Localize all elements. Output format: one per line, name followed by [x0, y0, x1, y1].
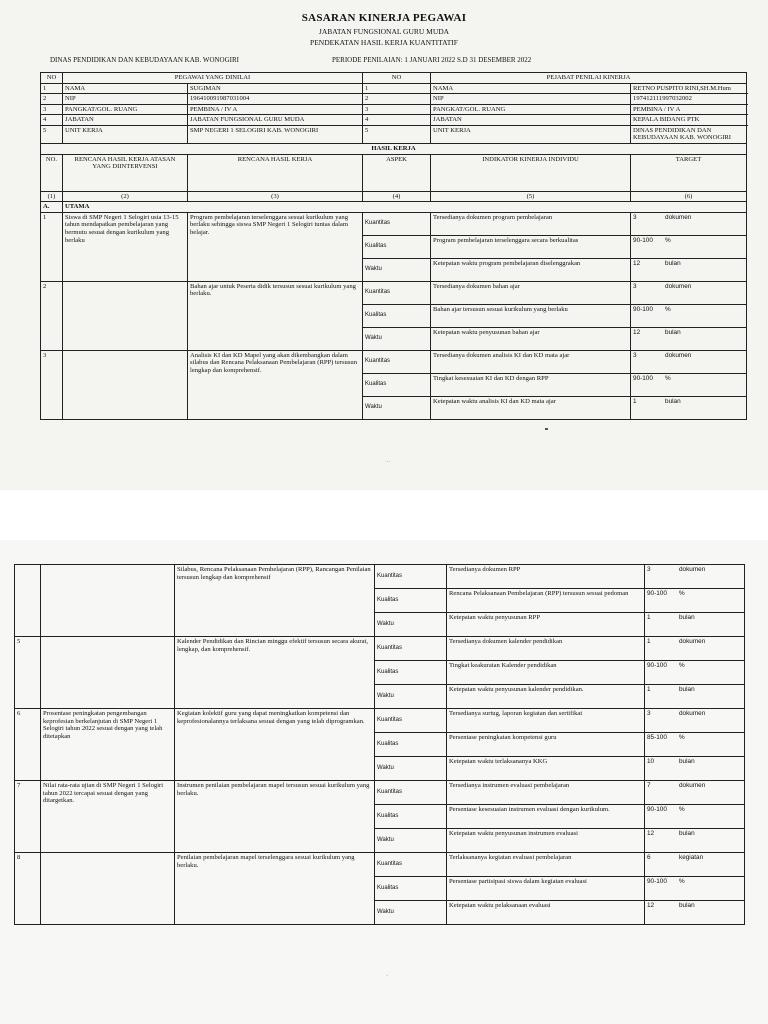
indicator-cell: Tersedianya surtug, laporan kegiatan dan sertifikat	[447, 709, 645, 733]
target-unit: dokumen	[665, 282, 692, 290]
target-unit: bulan	[665, 397, 681, 405]
indicator-cell: Terlaksananya kegiatan evaluasi pembelajaran	[447, 853, 645, 877]
item-number: 3	[41, 350, 63, 419]
aspect-cell: Kuantitas	[363, 281, 431, 304]
target-row	[41, 281, 747, 304]
indicator-cell: Tersedianya dokumen analisis KI dan KD mata ajar	[431, 350, 631, 373]
aspect-cell: Kualitas	[375, 589, 447, 613]
col-header-rencana: RENCANA HASIL KERJA	[188, 154, 363, 191]
indicator-cell: Program pembelajaran terselenggara secara berkualitas	[431, 235, 631, 258]
identity-no-header: NO	[363, 73, 431, 84]
target-value: 90-100	[647, 878, 667, 885]
indicator-cell: Ketepatan waktu penyusunan instrumen evaluasi	[447, 829, 645, 853]
target-value: 90-100	[633, 236, 653, 244]
indicator-cell: Tersedianya dokumen kalender pendidikan	[447, 637, 645, 661]
column-index: (4)	[363, 191, 431, 202]
target-cell	[631, 350, 747, 373]
target-value: 90-100	[647, 806, 667, 813]
col-header-target: TARGET	[631, 154, 747, 191]
target-cell	[645, 637, 745, 661]
column-index: (5)	[431, 191, 631, 202]
identity-value: 197412111997032002	[631, 94, 747, 105]
item-work-plan: Analisis KI dan KD Mapel yang akan dikembangkan dalam silabus dan Rencana Pelaksanaan Pembelajaran (RPP) tersusun lengkap dan komprehensif.	[188, 350, 363, 419]
target-cell	[631, 396, 747, 419]
scan-page-2	[0, 540, 768, 1024]
target-cell	[631, 327, 747, 350]
indicator-cell: Ketepatan waktu penyusunan bahan ajar	[431, 327, 631, 350]
target-value: 12	[647, 902, 655, 909]
indicator-cell: Ketepatan waktu program pembelajaran diselenggrakan	[431, 258, 631, 281]
target-value: 90-100	[647, 590, 667, 597]
target-unit: bulan	[679, 902, 695, 909]
identity-value: RETNO PUSPITO RINI,SH.M.Hum	[631, 83, 747, 94]
aspect-cell: Kuantitas	[375, 781, 447, 805]
appraiser-header: PEJABAT PENILAI KINERJA	[431, 73, 747, 84]
aspect-cell: Waktu	[375, 757, 447, 781]
indicator-cell: Ketepatan waktu terlaksananya KKG	[447, 757, 645, 781]
item-atasan-plan	[63, 281, 188, 350]
target-cell	[631, 235, 747, 258]
hasil-kerja-title: HASIL KERJA	[41, 144, 747, 155]
aspect-cell: Kuantitas	[363, 350, 431, 373]
scan-speck	[545, 428, 548, 430]
target-unit: kegiatan	[679, 854, 704, 861]
item-atasan-plan	[41, 637, 175, 709]
col-header-no: NO.	[41, 154, 63, 191]
item-number: 8	[15, 853, 41, 925]
item-number: 7	[15, 781, 41, 853]
identity-no-header: NO	[41, 73, 63, 84]
identity-value: DINAS PENDIDIKAN DAN KEBUDAYAAN KAB. WONOGIRI	[631, 125, 747, 143]
target-cell	[645, 781, 745, 805]
target-cell	[631, 281, 747, 304]
scan-artifact: ·	[386, 972, 389, 980]
item-work-plan: Program pembelajaran terselenggara sesuai kurikulum yang berlaku sehingga siswa SMP Negeri 1 Selogiri tuntas dalam belajar.	[188, 212, 363, 281]
target-value: 3	[647, 566, 651, 573]
indicator-cell: Ketepatan waktu pelaksanaan evaluasi	[447, 901, 645, 925]
target-unit: bulan	[679, 686, 695, 693]
column-index: (3)	[188, 191, 363, 202]
target-row	[15, 637, 745, 661]
target-row	[41, 212, 747, 235]
identity-row	[41, 94, 747, 105]
aspect-cell: Kualitas	[363, 373, 431, 396]
identity-no: 5	[41, 125, 63, 143]
target-unit: %	[679, 734, 685, 741]
target-value: 1	[647, 614, 651, 621]
target-row	[15, 565, 745, 589]
document-subtitle-approach: PENDEKATAN HASIL KERJA KUANTITATIF	[310, 38, 458, 47]
target-row	[15, 781, 745, 805]
identity-value: PEMBINA / IV A	[188, 104, 363, 115]
page-gap	[0, 490, 768, 540]
target-cell	[645, 589, 745, 613]
agency-name: DINAS PENDIDIKAN DAN KEBUDAYAAN KAB. WONOGIRI	[50, 56, 239, 64]
identity-label: NAMA	[63, 83, 188, 94]
identity-label: JABATAN	[63, 115, 188, 126]
aspect-cell: Kualitas	[375, 877, 447, 901]
target-unit: bulan	[679, 758, 695, 765]
identity-no: 4	[41, 115, 63, 126]
identity-label: NIP	[63, 94, 188, 105]
indicator-cell: Tingkat kesesuaian KI dan KD dengan RPP	[431, 373, 631, 396]
target-value: 7	[647, 782, 651, 789]
target-cell	[645, 829, 745, 853]
target-value: 90-100	[647, 662, 667, 669]
item-work-plan: Kalender Pendidikan dan Rincian minggu efektif tersusun secara akurat, lengkap, dan komprehensif.	[175, 637, 375, 709]
indicator-cell: Ketepatan waktu penyusunan RPP	[447, 613, 645, 637]
aspect-cell: Kualitas	[375, 733, 447, 757]
target-unit: bulan	[679, 830, 695, 837]
indicator-cell: Persentase partisipasi siswa dalam kegiatan evaluasi	[447, 877, 645, 901]
aspect-cell: Kuantitas	[375, 565, 447, 589]
target-value: 6	[647, 854, 651, 861]
target-unit: %	[679, 806, 685, 813]
item-atasan-plan	[63, 350, 188, 419]
item-atasan-plan: Prosentase peningkatan pengembangan keprofesian berkelanjutan di SMP Negeri 1 Selogiri tahun 2022 sesuai dengan yang telah ditetapkan	[41, 709, 175, 781]
col-header-aspek: ASPEK	[363, 154, 431, 191]
target-unit: bulan	[679, 614, 695, 621]
target-cell	[645, 613, 745, 637]
aspect-cell: Kuantitas	[375, 853, 447, 877]
indicator-cell: Persentase kesesuaian instrumen evaluasi dengan kurikulum.	[447, 805, 645, 829]
target-cell	[631, 258, 747, 281]
scan-page-1	[0, 0, 768, 490]
aspect-cell: Waktu	[375, 613, 447, 637]
aspect-cell: Waktu	[363, 327, 431, 350]
document-title: SASARAN KINERJA PEGAWAI	[301, 12, 467, 24]
aspect-cell: Kualitas	[375, 805, 447, 829]
target-unit: dokumen	[665, 351, 692, 359]
target-unit: dokumen	[665, 213, 692, 221]
target-cell	[645, 853, 745, 877]
target-value: 1	[647, 686, 651, 693]
aspect-cell: Waktu	[363, 396, 431, 419]
aspect-cell: Waktu	[375, 685, 447, 709]
appraisee-header: PEGAWAI YANG DINILAI	[63, 73, 363, 84]
target-unit: %	[679, 590, 685, 597]
identity-label: UNIT KERJA	[431, 125, 631, 143]
item-number: 1	[41, 212, 63, 281]
target-unit: %	[665, 374, 671, 382]
aspect-cell: Waktu	[363, 258, 431, 281]
indicator-cell: Ketepatan waktu analisis KI dan KD mata ajar	[431, 396, 631, 419]
target-row	[15, 853, 745, 877]
item-atasan-plan	[41, 853, 175, 925]
aspect-cell: Kualitas	[363, 304, 431, 327]
section-name: UTAMA	[63, 202, 747, 213]
item-atasan-plan	[41, 565, 175, 637]
identity-value: JABATAN FUNGSIONAL GURU MUDA	[188, 115, 363, 126]
identity-label: JABATAN	[431, 115, 631, 126]
target-cell	[645, 901, 745, 925]
target-value: 3	[633, 282, 637, 290]
identity-value: 196410091987031004	[188, 94, 363, 105]
item-number: 6	[15, 709, 41, 781]
target-cell	[631, 304, 747, 327]
indicator-cell: Bahan ajar tersusun sesuai kurikulum yang berlaku	[431, 304, 631, 327]
identity-row	[41, 125, 747, 143]
target-cell	[631, 373, 747, 396]
performance-target-table-page-1	[40, 72, 747, 420]
column-index: (2)	[63, 191, 188, 202]
identity-no: 4	[363, 115, 431, 126]
target-unit: %	[679, 878, 685, 885]
target-unit: dokumen	[679, 566, 706, 573]
aspect-cell: Kualitas	[375, 661, 447, 685]
target-value: 90-100	[633, 374, 653, 382]
aspect-cell: Kuantitas	[375, 637, 447, 661]
target-value: 12	[633, 328, 641, 336]
target-value: 3	[633, 213, 637, 221]
target-value: 1	[647, 638, 651, 645]
target-value: 85-100	[647, 734, 667, 741]
target-cell	[645, 565, 745, 589]
identity-value: SMP NEGERI 1 SELOGIRI KAB. WONOGIRI	[188, 125, 363, 143]
target-cell	[645, 709, 745, 733]
target-cell	[645, 661, 745, 685]
identity-no: 3	[41, 104, 63, 115]
item-number: 2	[41, 281, 63, 350]
identity-no: 2	[363, 94, 431, 105]
aspect-cell: Kualitas	[363, 235, 431, 258]
target-unit: %	[665, 236, 671, 244]
document-subtitle-position: JABATAN FUNGSIONAL GURU MUDA	[318, 27, 450, 36]
identity-no: 3	[363, 104, 431, 115]
identity-no: 1	[363, 83, 431, 94]
indicator-cell: Tersedianya dokumen RPP	[447, 565, 645, 589]
identity-label: UNIT KERJA	[63, 125, 188, 143]
item-work-plan: Instrumen penilaian pembelajaran mapel tersusun sesuai kurikulum yang berlaku.	[175, 781, 375, 853]
identity-label: PANGKAT/GOL. RUANG	[431, 104, 631, 115]
indicator-cell: Ketepatan waktu penyusunan kalender pendidikan.	[447, 685, 645, 709]
target-row	[41, 350, 747, 373]
target-unit: bulan	[665, 328, 681, 336]
indicator-cell: Tingkat keakuratan Kalender pendidikan	[447, 661, 645, 685]
item-work-plan: Silabus, Rencana Pelaksanaan Pembelajaran (RPP), Rancangan Penilaian tersusun lengkap dan komprehensif	[175, 565, 375, 637]
identity-value: PEMBINA / IV A	[631, 104, 747, 115]
target-cell	[645, 733, 745, 757]
aspect-cell: Kuantitas	[363, 212, 431, 235]
identity-label: NAMA	[431, 83, 631, 94]
identity-label: NIP	[431, 94, 631, 105]
item-work-plan: Penilaian pembelajaran mapel terselenggara sesuai kurikulum yang berlaku.	[175, 853, 375, 925]
target-cell	[631, 212, 747, 235]
indicator-cell: Persentase peningkatan kompetensi guru	[447, 733, 645, 757]
identity-value: KEPALA BIDANG PTK	[631, 115, 747, 126]
aspect-cell: Kuantitas	[375, 709, 447, 733]
target-value: 12	[647, 830, 655, 837]
assessment-period: PERIODE PENILAIAN: 1 JANUARI 2022 S.D 31 DESEMBER 2022	[332, 56, 532, 64]
identity-row	[41, 115, 747, 126]
column-index: (6)	[631, 191, 747, 202]
target-unit: bulan	[665, 259, 681, 267]
target-cell	[645, 877, 745, 901]
identity-value: SUGIMAN	[188, 83, 363, 94]
target-value: 12	[633, 259, 641, 267]
column-index: (1)	[41, 191, 63, 202]
col-header-atasan: RENCANA HASIL KERJA ATASAN YANG DIINTERVENSI	[63, 154, 188, 191]
aspect-cell: Waktu	[375, 829, 447, 853]
indicator-cell: Tersedianya dokumen program pembelajaran	[431, 212, 631, 235]
identity-no: 1	[41, 83, 63, 94]
target-unit: %	[665, 305, 671, 313]
item-work-plan: Kegiatan kolektif guru yang dapat meningkatkan kompetensi dan keprofesionalannya terlaksana sesuai dengan yang telah diprogramkan.	[175, 709, 375, 781]
target-cell	[645, 757, 745, 781]
col-header-indikator: INDIKATOR KINERJA INDIVIDU	[431, 154, 631, 191]
target-unit: dokumen	[679, 638, 706, 645]
identity-label: PANGKAT/GOL. RUANG	[63, 104, 188, 115]
target-unit: dokumen	[679, 710, 706, 717]
identity-row	[41, 83, 747, 94]
identity-no: 5	[363, 125, 431, 143]
item-atasan-plan: Nilai rata-rata ujian di SMP Negeri 1 Selogiri tahun 2022 tercapai sesuai dengan yang ditargetkan.	[41, 781, 175, 853]
item-atasan-plan: Siswa di SMP Negeri 1 Selogiri usia 13-15 tahun mendapatkan pembelajaran yang bermutu sesuai dengan kurikulum yang berlaku	[63, 212, 188, 281]
scan-artifact: ··	[386, 458, 391, 466]
item-number	[15, 565, 41, 637]
target-row	[15, 709, 745, 733]
aspect-cell: Waktu	[375, 901, 447, 925]
indicator-cell: Rencana Pelaksanaan Pembelajaran (RPP) tersusun sesuai pedoman	[447, 589, 645, 613]
target-value: 90-100	[633, 305, 653, 313]
item-number: 5	[15, 637, 41, 709]
target-value: 10	[647, 758, 655, 765]
target-cell	[645, 685, 745, 709]
section-letter: A.	[41, 202, 63, 213]
target-value: 1	[633, 397, 637, 405]
indicator-cell: Tersedianya dokumen bahan ajar	[431, 281, 631, 304]
target-unit: %	[679, 662, 685, 669]
item-work-plan: Bahan ajar untuk Peserta didik tersusun sesuai kurikulum yang berlaku.	[188, 281, 363, 350]
identity-row	[41, 104, 747, 115]
target-cell	[645, 805, 745, 829]
target-value: 3	[647, 710, 651, 717]
indicator-cell: Tersedianya instrumen evaluasi pembelajaran	[447, 781, 645, 805]
performance-target-table-page-2	[14, 564, 745, 925]
target-value: 3	[633, 351, 637, 359]
target-unit: dokumen	[679, 782, 706, 789]
identity-no: 2	[41, 94, 63, 105]
